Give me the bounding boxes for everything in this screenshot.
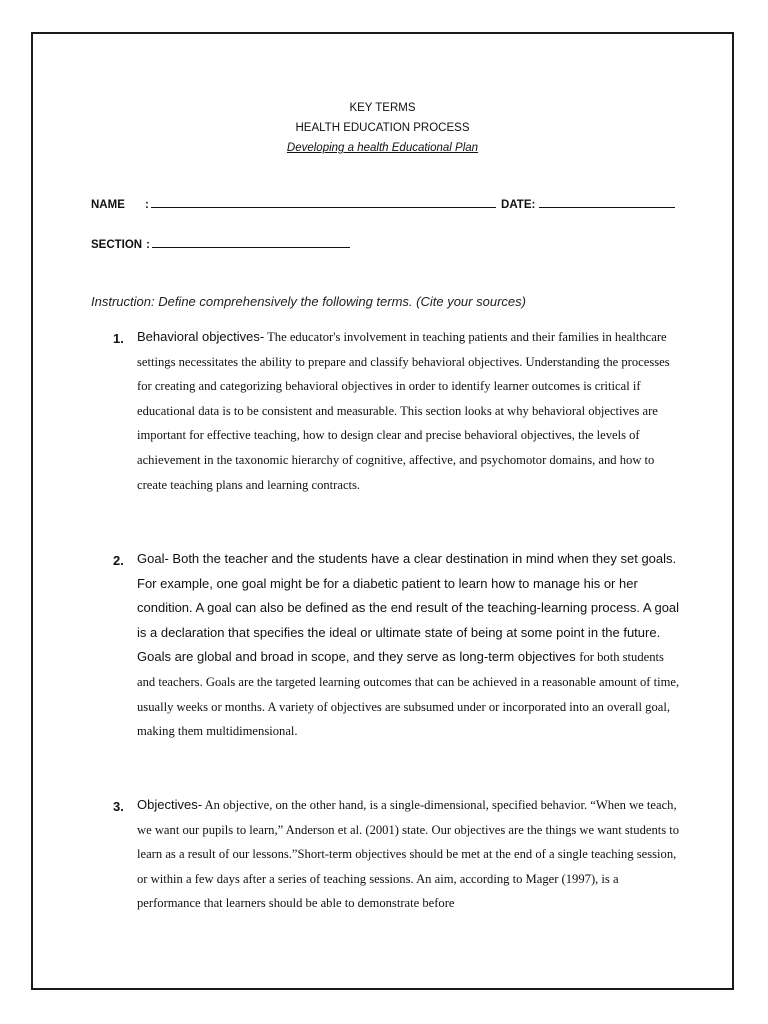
name-label: NAME [91, 199, 125, 211]
term-name: Behavioral objectives- [137, 329, 265, 344]
document-page [31, 32, 734, 990]
process-title: HEALTH EDUCATION PROCESS [295, 122, 470, 134]
section-blank-line[interactable] [152, 235, 350, 248]
term-number: 1. [113, 331, 124, 346]
term-number: 2. [113, 553, 124, 568]
term-definition-part2: for both students and teachers. Goals are the targeted learning outcomes that can be achieved in a reasonable amount of time, usually weeks or months. A variety of objectives are subsumed under or incorporated into an overall goal, making them multidimensional. [137, 650, 680, 739]
name-date-row [91, 195, 675, 211]
term-name: Objectives- [137, 797, 203, 812]
section-colon: : [146, 239, 150, 251]
term-name: Goal- [137, 551, 169, 566]
plan-subtitle: Developing a health Educational Plan [286, 142, 479, 154]
date-label: DATE: [501, 199, 536, 211]
document-header [33, 98, 732, 158]
key-terms-title: KEY TERMS [349, 102, 416, 114]
section-label: SECTION [91, 239, 143, 251]
term-definition: An objective, on the other hand, is a single-dimensional, specified behavior. “When we teach, we want our pupils to learn,” Anderson et al. (2001) state. Our objectives are the things we want students to learn as a result of our lessons.”Short-term objectives should be met at the end of a single teaching session, or within a few days after a series of teaching sessions. An aim, according to Mager (1997), is a performance that learners should be able to demonstrate before [137, 798, 680, 911]
term-number: 3. [113, 799, 124, 814]
instruction-text: Instruction: Define comprehensively the following terms. (Cite your sources) [91, 294, 526, 309]
date-blank-line[interactable] [539, 195, 675, 208]
name-colon: : [145, 199, 149, 211]
term-definition: The educator's involvement in teaching patients and their families in healthcare settings necessitates the ability to prepare and classify behavioral objectives. Understanding the processes for creating and categorizing behavioral objectives in order to identify learner outcomes is critical if educational data is to be consistent and measurable. This section looks at why behavioral objectives are important for effective teaching, how to design clear and precise behavioral objectives, the levels of achievement in the taxonomic hierarchy of cognitive, affective, and psychomotor domains, and how to create teaching plans and learning contracts. [137, 330, 670, 492]
section-row [91, 235, 350, 251]
name-blank-line[interactable] [151, 195, 496, 208]
term-definition-part1: Both the teacher and the students have a clear destination in mind when they set goals. For example, one goal might be for a diabetic patient to learn how to manage his or her condition. A goal can also be defined as the end result of the teaching-learning process. A goal is a declaration that specifies the ideal or ultimate state of being at some point in the future. Goals are global and broad in scope, and they serve as long-term objectives [137, 551, 680, 665]
